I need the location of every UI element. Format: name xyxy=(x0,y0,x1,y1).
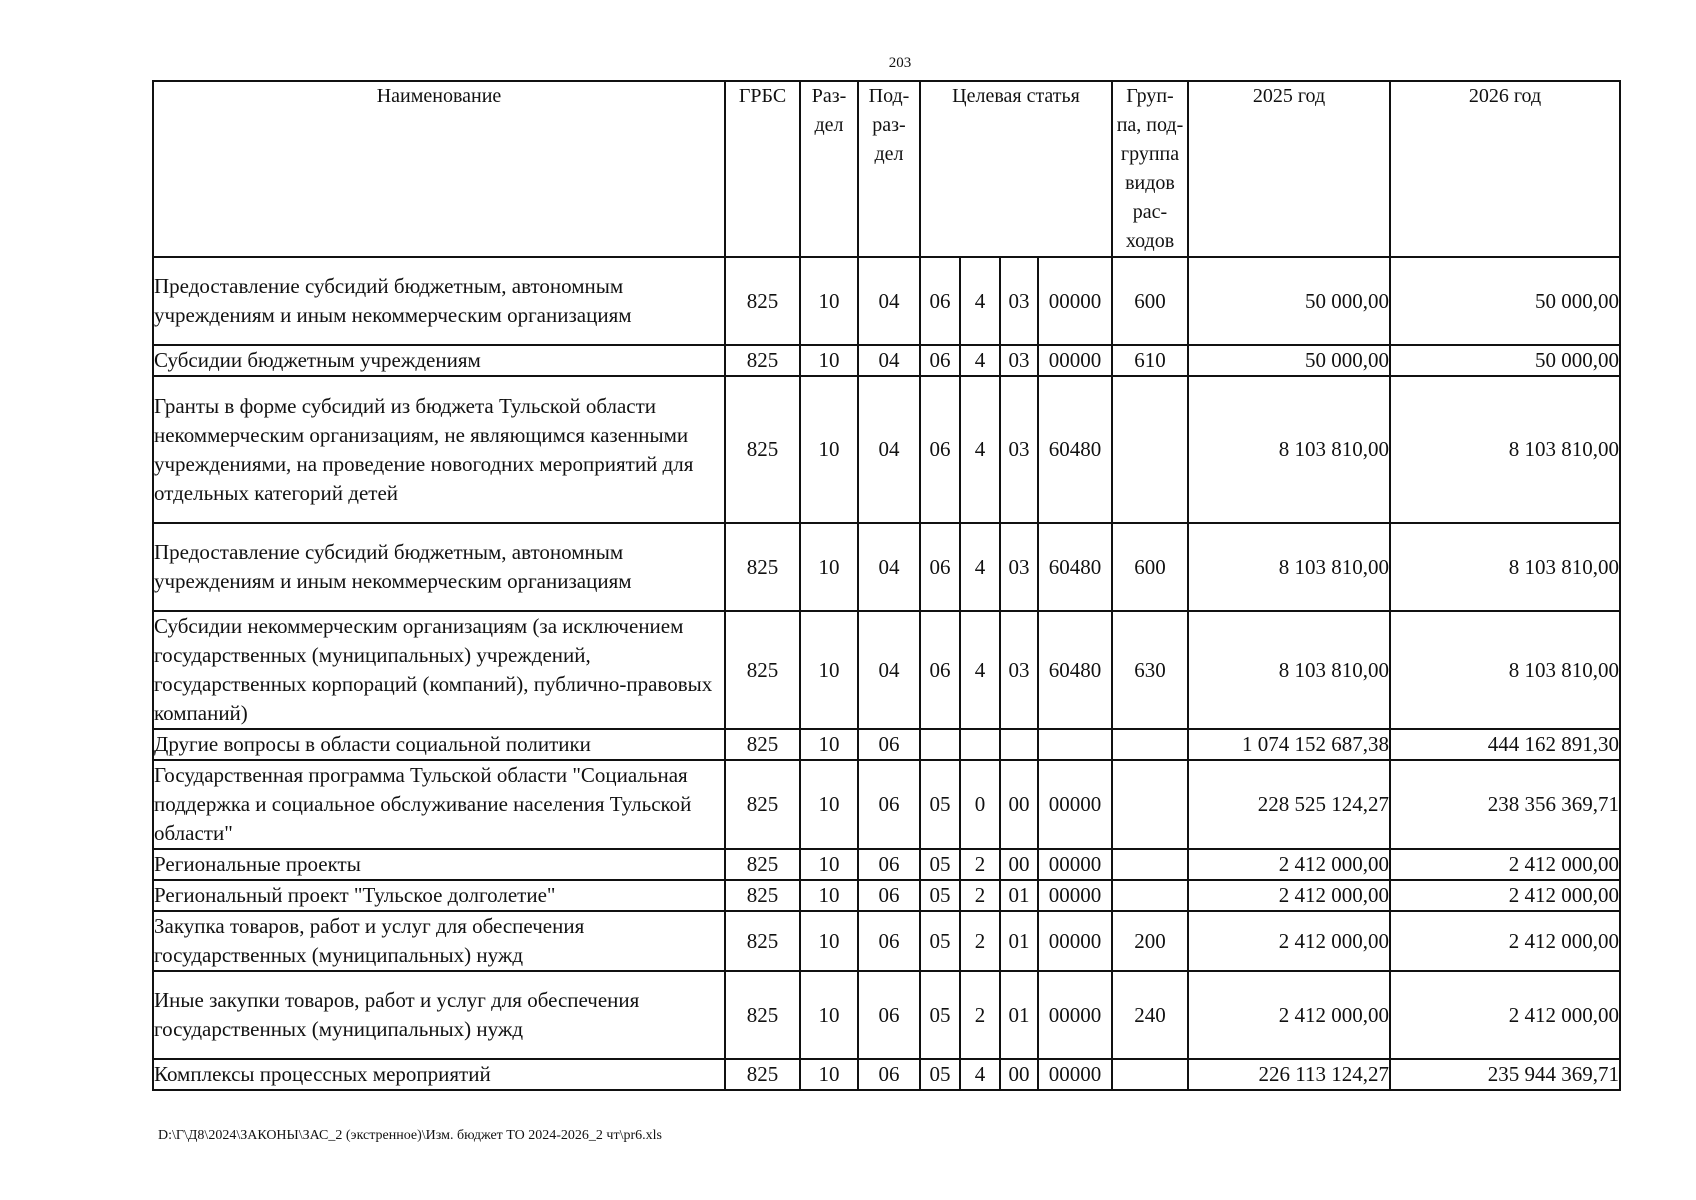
row-razdel: 10 xyxy=(800,523,858,611)
table-row xyxy=(153,376,1620,523)
header-name: Наименование xyxy=(153,81,725,257)
row-grbs: 825 xyxy=(725,611,800,729)
row-expense-group xyxy=(1112,376,1188,523)
row-target-type: 2 xyxy=(960,911,1000,971)
row-razdel: 10 xyxy=(800,345,858,376)
row-razdel: 10 xyxy=(800,257,858,345)
row-grbs: 825 xyxy=(725,1059,800,1090)
table-row xyxy=(153,880,1620,911)
row-target-direction: 00000 xyxy=(1038,345,1112,376)
table-row xyxy=(153,257,1620,345)
row-expense-group xyxy=(1112,1059,1188,1090)
row-amount-2026: 2 412 000,00 xyxy=(1390,849,1620,880)
row-target-direction: 00000 xyxy=(1038,911,1112,971)
row-podrazdel: 04 xyxy=(858,345,920,376)
row-expense-group: 630 xyxy=(1112,611,1188,729)
page-number: 203 xyxy=(888,55,912,71)
row-razdel: 10 xyxy=(800,971,858,1059)
row-target-subprogram xyxy=(1000,729,1038,760)
row-grbs: 825 xyxy=(725,911,800,971)
row-podrazdel: 06 xyxy=(858,911,920,971)
row-name: Предоставление субсидий бюджетным, автономным учреждениям и иным некоммерческим организациям xyxy=(153,257,725,345)
row-amount-2025: 8 103 810,00 xyxy=(1188,523,1390,611)
row-target-type: 2 xyxy=(960,849,1000,880)
row-target-type: 2 xyxy=(960,880,1000,911)
row-name: Комплексы процессных мероприятий xyxy=(153,1059,725,1090)
footer-file-path: D:\Г\Д8\2024\ЗАКОНЫ\ЗАС_2 (экстренное)\Изм. бюджет ТО 2024-2026_2 чт\pr6.xls xyxy=(158,1128,662,1143)
row-target-direction: 00000 xyxy=(1038,849,1112,880)
row-podrazdel: 04 xyxy=(858,523,920,611)
row-podrazdel: 06 xyxy=(858,849,920,880)
row-amount-2026: 8 103 810,00 xyxy=(1390,376,1620,523)
row-grbs: 825 xyxy=(725,971,800,1059)
header-razdel: Раз- дел xyxy=(800,81,858,257)
row-target-program: 05 xyxy=(920,1059,960,1090)
row-expense-group xyxy=(1112,849,1188,880)
row-target-program: 05 xyxy=(920,971,960,1059)
row-amount-2025: 228 525 124,27 xyxy=(1188,760,1390,849)
table-row xyxy=(153,911,1620,971)
row-name: Субсидии некоммерческим организациям (за исключением государственных (муниципальных) учреждений, государственных корпораций (компаний), публично-правовых компаний) xyxy=(153,611,725,729)
row-target-program: 06 xyxy=(920,611,960,729)
row-podrazdel: 04 xyxy=(858,611,920,729)
row-grbs: 825 xyxy=(725,376,800,523)
row-amount-2026: 238 356 369,71 xyxy=(1390,760,1620,849)
row-razdel: 10 xyxy=(800,760,858,849)
row-target-type: 4 xyxy=(960,523,1000,611)
row-podrazdel: 06 xyxy=(858,880,920,911)
row-target-program: 05 xyxy=(920,849,960,880)
row-name: Предоставление субсидий бюджетным, автономным учреждениям и иным некоммерческим организациям xyxy=(153,523,725,611)
row-name: Региональный проект "Тульское долголетие" xyxy=(153,880,725,911)
row-target-subprogram: 00 xyxy=(1000,849,1038,880)
row-target-program: 06 xyxy=(920,257,960,345)
row-target-subprogram: 03 xyxy=(1000,257,1038,345)
row-target-direction: 00000 xyxy=(1038,971,1112,1059)
row-target-direction: 60480 xyxy=(1038,611,1112,729)
row-target-program: 05 xyxy=(920,760,960,849)
row-target-direction: 00000 xyxy=(1038,760,1112,849)
row-target-direction: 60480 xyxy=(1038,523,1112,611)
row-target-subprogram: 01 xyxy=(1000,911,1038,971)
row-target-program: 06 xyxy=(920,345,960,376)
row-target-subprogram: 03 xyxy=(1000,611,1038,729)
row-target-subprogram: 01 xyxy=(1000,971,1038,1059)
row-amount-2025: 1 074 152 687,38 xyxy=(1188,729,1390,760)
row-target-type: 4 xyxy=(960,257,1000,345)
row-target-subprogram: 03 xyxy=(1000,376,1038,523)
row-amount-2025: 50 000,00 xyxy=(1188,345,1390,376)
row-target-subprogram: 03 xyxy=(1000,345,1038,376)
row-razdel: 10 xyxy=(800,376,858,523)
row-amount-2025: 2 412 000,00 xyxy=(1188,971,1390,1059)
row-razdel: 10 xyxy=(800,880,858,911)
row-expense-group: 600 xyxy=(1112,523,1188,611)
row-podrazdel: 06 xyxy=(858,760,920,849)
row-target-direction: 60480 xyxy=(1038,376,1112,523)
table-row xyxy=(153,523,1620,611)
row-target-subprogram: 00 xyxy=(1000,760,1038,849)
row-target-program xyxy=(920,729,960,760)
row-amount-2025: 50 000,00 xyxy=(1188,257,1390,345)
row-target-subprogram: 00 xyxy=(1000,1059,1038,1090)
table-row xyxy=(153,849,1620,880)
row-podrazdel: 04 xyxy=(858,376,920,523)
row-grbs: 825 xyxy=(725,345,800,376)
row-expense-group: 600 xyxy=(1112,257,1188,345)
header-target-article: Целевая статья xyxy=(920,81,1112,257)
row-expense-group xyxy=(1112,880,1188,911)
table-row xyxy=(153,729,1620,760)
row-target-type xyxy=(960,729,1000,760)
header-podrazdel: Под- раз- дел xyxy=(858,81,920,257)
row-target-program: 06 xyxy=(920,376,960,523)
row-name: Другие вопросы в области социальной политики xyxy=(153,729,725,760)
row-podrazdel: 06 xyxy=(858,971,920,1059)
row-target-type: 4 xyxy=(960,1059,1000,1090)
row-name: Иные закупки товаров, работ и услуг для обеспечения государственных (муниципальных) нужд xyxy=(153,971,725,1059)
row-amount-2026: 2 412 000,00 xyxy=(1390,971,1620,1059)
header-expense-group: Груп- па, под- группа видов рас- ходов xyxy=(1112,81,1188,257)
row-target-subprogram: 01 xyxy=(1000,880,1038,911)
row-amount-2026: 8 103 810,00 xyxy=(1390,611,1620,729)
table-row xyxy=(153,760,1620,849)
row-amount-2025: 2 412 000,00 xyxy=(1188,849,1390,880)
row-target-type: 4 xyxy=(960,611,1000,729)
row-name: Гранты в форме субсидий из бюджета Тульской области некоммерческим организациям, не являющимся казенными учреждениями, на проведение новогодних мероприятий для отдельных категорий детей xyxy=(153,376,725,523)
row-target-type: 0 xyxy=(960,760,1000,849)
row-name: Закупка товаров, работ и услуг для обеспечения государственных (муниципальных) нужд xyxy=(153,911,725,971)
row-target-type: 2 xyxy=(960,971,1000,1059)
row-target-direction: 00000 xyxy=(1038,880,1112,911)
row-amount-2025: 226 113 124,27 xyxy=(1188,1059,1390,1090)
row-grbs: 825 xyxy=(725,257,800,345)
row-name: Региональные проекты xyxy=(153,849,725,880)
row-grbs: 825 xyxy=(725,849,800,880)
row-name: Субсидии бюджетным учреждениям xyxy=(153,345,725,376)
row-amount-2026: 2 412 000,00 xyxy=(1390,911,1620,971)
row-amount-2025: 8 103 810,00 xyxy=(1188,376,1390,523)
table-row xyxy=(153,611,1620,729)
row-amount-2026: 235 944 369,71 xyxy=(1390,1059,1620,1090)
table-row xyxy=(153,971,1620,1059)
row-target-type: 4 xyxy=(960,345,1000,376)
budget-table xyxy=(152,80,1621,1091)
row-expense-group: 240 xyxy=(1112,971,1188,1059)
row-amount-2026: 50 000,00 xyxy=(1390,257,1620,345)
row-grbs: 825 xyxy=(725,523,800,611)
row-razdel: 10 xyxy=(800,1059,858,1090)
table-row xyxy=(153,1059,1620,1090)
row-target-program: 06 xyxy=(920,523,960,611)
row-razdel: 10 xyxy=(800,729,858,760)
row-podrazdel: 06 xyxy=(858,729,920,760)
header-2026: 2026 год xyxy=(1390,81,1620,257)
header-row xyxy=(153,81,1620,257)
row-amount-2026: 8 103 810,00 xyxy=(1390,523,1620,611)
table-row xyxy=(153,345,1620,376)
row-grbs: 825 xyxy=(725,880,800,911)
row-target-program: 05 xyxy=(920,880,960,911)
row-target-subprogram: 03 xyxy=(1000,523,1038,611)
row-amount-2025: 2 412 000,00 xyxy=(1188,880,1390,911)
row-amount-2026: 2 412 000,00 xyxy=(1390,880,1620,911)
row-razdel: 10 xyxy=(800,611,858,729)
row-amount-2026: 50 000,00 xyxy=(1390,345,1620,376)
row-expense-group xyxy=(1112,760,1188,849)
row-grbs: 825 xyxy=(725,760,800,849)
row-expense-group: 200 xyxy=(1112,911,1188,971)
row-razdel: 10 xyxy=(800,911,858,971)
row-expense-group xyxy=(1112,729,1188,760)
row-podrazdel: 06 xyxy=(858,1059,920,1090)
row-grbs: 825 xyxy=(725,729,800,760)
header-grbs: ГРБС xyxy=(725,81,800,257)
row-amount-2025: 2 412 000,00 xyxy=(1188,911,1390,971)
row-amount-2026: 444 162 891,30 xyxy=(1390,729,1620,760)
row-target-direction xyxy=(1038,729,1112,760)
row-target-direction: 00000 xyxy=(1038,257,1112,345)
header-2025: 2025 год xyxy=(1188,81,1390,257)
row-target-direction: 00000 xyxy=(1038,1059,1112,1090)
row-razdel: 10 xyxy=(800,849,858,880)
row-target-type: 4 xyxy=(960,376,1000,523)
row-amount-2025: 8 103 810,00 xyxy=(1188,611,1390,729)
row-name: Государственная программа Тульской области "Социальная поддержка и социальное обслуживание населения Тульской области" xyxy=(153,760,725,849)
row-podrazdel: 04 xyxy=(858,257,920,345)
row-target-program: 05 xyxy=(920,911,960,971)
row-expense-group: 610 xyxy=(1112,345,1188,376)
